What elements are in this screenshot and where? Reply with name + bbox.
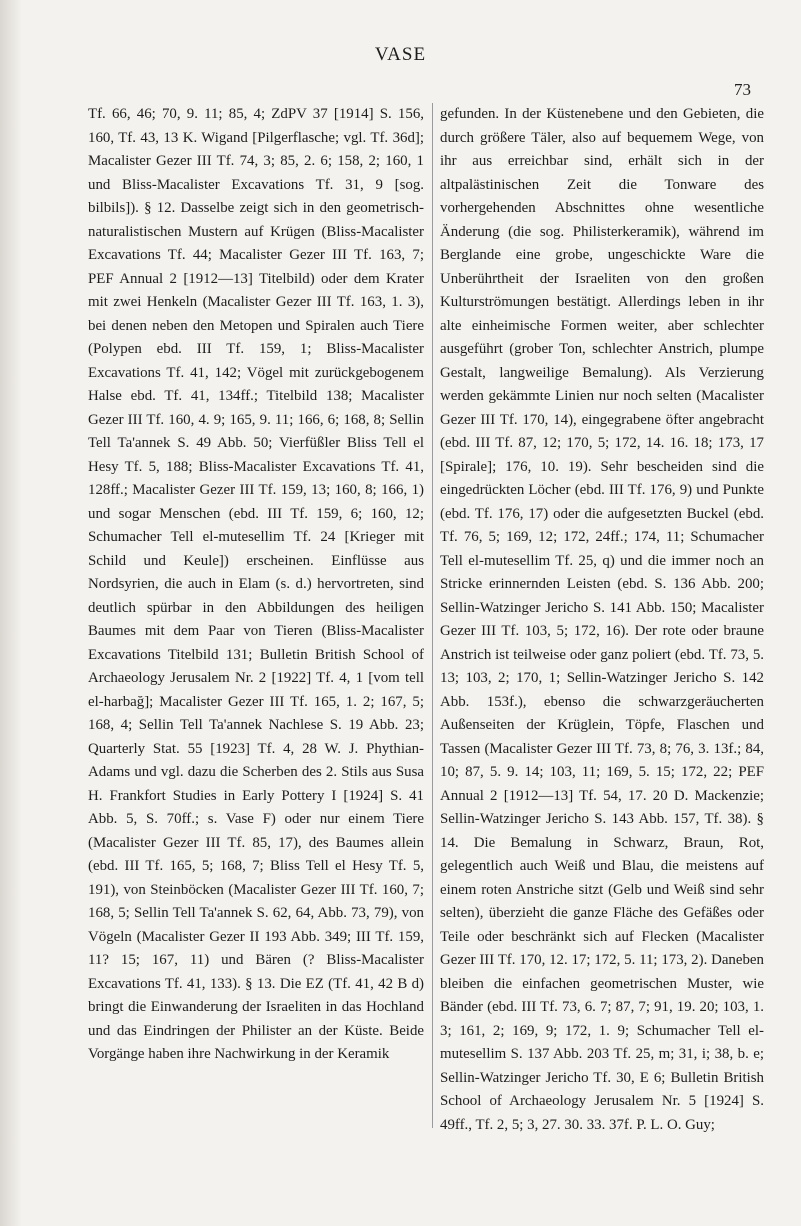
running-head: VASE — [374, 44, 427, 65]
column-divider — [432, 103, 433, 1128]
right-column — [440, 103, 764, 1137]
page-gutter-shadow — [0, 0, 22, 1226]
left-column-text: Tf. 66, 46; 70, 9. 11; 85, 4; ZdPV 37 [1914] S. 156, 160, Tf. 43, 13 K. Wigand [Pilgerflasche; vgl. Tf. 36d]; Macalister Gezer III Tf. 74, 3; 85, 2. 6; 158, 2; 160, 1 und Bliss-Macalister Excavations Tf. 31, 9 [sog. bilbils]). § 12. Dasselbe zeigt sich in den geometrisch-naturalistischen Mustern auf Krügen (Bliss-Macalister Excavations Tf. 44; Macalister Gezer III Tf. 163, 7; PEF Annual 2 [1912—13] Titelbild) oder dem Krater mit zwei Henkeln (Macalister Gezer III Tf. 163, 1. 3), bei denen neben den Metopen und Spiralen auch Tiere (Polypen ebd. III Tf. 159, 1; Bliss-Macalister Excavations Tf. 41, 142; Vögel mit zurückgebogenem Halse ebd. Tf. 41, 134ff.; Titelbild 138; Macalister Gezer III Tf. 160, 4. 9; 165, 9. 11; 166, 6; 168, 8; Sellin Tell Ta'annek S. 49 Abb. 50; Vierfüßler Bliss Tell el Hesy Tf. 5, 188; Bliss-Macalister Excavations Tf. 41, 128ff.; Macalister Gezer III Tf. 159, 13; 160, 8; 166, 1) und sogar Menschen (ebd. III Tf. 159, 6; 160, 12; Schumacher Tell el-mutesellim Tf. 24 [Krieger mit Schild und Keule]) erscheinen. Einflüsse aus Nordsyrien, die auch in Elam (s. d.) hervortreten, sind deutlich spürbar in den Abbildungen des heiligen Baumes mit dem Paar von Tieren (Bliss-Macalister Excavations Titelbild 131; Bulletin British School of Archaeology Jerusalem Nr. 2 [1922] Tf. 4, 1 [vom tell el-harbağ]; Macalister Gezer III Tf. 165, 1. 2; 167, 5; 168, 4; Sellin Tell Ta'annek Nachlese S. 19 Abb. 23; Quarterly Stat. 55 [1923] Tf. 4, 28 W. J. Phythian-Adams und vgl. dazu die Scherben des 2. Stils aus Susa H. Frankfort Studies in Early Pottery I [1924] S. 41 Abb. 5, S. 70ff.; s. Vase F) oder nur einem Tiere (Macalister Gezer III Tf. 85, 17), des Baumes allein (ebd. III Tf. 165, 5; 168, 7; Bliss Tell el Hesy Tf. 5, 191), von Steinböcken (Macalister Gezer III Tf. 160, 7; 168, 5; Sellin Tell Ta'annek S. 62, 64, Abb. 73, 79), von Vögeln (Macalister Gezer II 193 Abb. 349; III Tf. 159, 11? 15; 167, 11) und Bären (? Bliss-Macalister Excavations Tf. 41, 133). § 13. Die EZ (Tf. 41, 42 B d) bringt die Einwanderung der Israeliten in das Hochland und das Eindringen der Philister an der Küste. Beide Vorgänge haben ihre Nachwirkung in der Keramik — [88, 106, 424, 1062]
left-column — [88, 103, 424, 1067]
page-number: 73 — [734, 80, 751, 99]
right-column-text: gefunden. In der Küstenebene und den Gebieten, die durch größere Täler, also auf bequemem Wege, von ihr aus erreichbar sind, erhält sich in der altpalästinischen Zeit die Tonware des vorhergehenden Abschnittes ohne wesentliche Änderung (die sog. Philisterkeramik), während im Berglande eine grobe, ungeschickte Ware die Unberührtheit der Israeliten von den großen Kulturströmungen bestätigt. Allerdings leben in ihr alte einheimische Formen weiter, aber schlechter ausgeführt (grober Ton, schlechter Anstrich, plumpe Gestalt, langweilige Bemalung). Als Verzierung werden gekämmte Linien nur noch selten (Macalister Gezer III Tf. 170, 14), eingegrabene öfter angebracht (ebd. III Tf. 87, 12; 170, 5; 172, 14. 16. 18; 173, 17 [Spirale]; 176, 10. 19). Sehr bescheiden sind die eingedrückten Löcher (ebd. III Tf. 176, 9) und Punkte (ebd. Tf. 176, 17) oder die aufgesetzten Buckel (ebd. Tf. 76, 5; 169, 12; 172, 24ff.; 174, 11; Schumacher Tell el-mutesellim Tf. 25, q) und die immer noch an Stricke erinnernden Leisten (ebd. S. 136 Abb. 200; Sellin-Watzinger Jericho S. 141 Abb. 150; Macalister Gezer III Tf. 103, 5; 172, 16). Der rote oder braune Anstrich ist teilweise oder ganz poliert (ebd. Tf. 73, 5. 13; 103, 2; 170, 1; Sellin-Watzinger Jericho S. 142 Abb. 153f.), ebenso die schwarzgeräucherten Außenseiten der Krüglein, Töpfe, Flaschen und Tassen (Macalister Gezer III Tf. 73, 8; 76, 3. 13f.; 84, 10; 87, 5. 9. 14; 103, 11; 169, 5. 15; 172, 22; PEF Annual 2 [1912—13] Tf. 54, 17. 20 D. Mackenzie; Sellin-Watzinger Jericho S. 143 Abb. 157, Tf. 38). § 14. Die Bemalung in Schwarz, Braun, Rot, gelegentlich auch Weiß und Blau, die meistens auf einem roten Anstriche sitzt (Gelb und Weiß sind sehr selten), überzieht die ganze Fläche des Gefäßes oder Teile oder beschränkt sich auf Flecken (Macalister Gezer III Tf. 170, 12. 17; 172, 5. 11; 173, 2). Daneben bleiben die einfachen geometrischen Muster, wie Bänder (ebd. III Tf. 73, 6. 7; 87, 7; 91, 19. 20; 103, 1. 3; 161, 2; 169, 9; 172, 1. 9; Schumacher Tell el-mutesellim S. 137 Abb. 203 Tf. 25, m; 31, i; 38, b. e; Sellin-Watzinger Jericho Tf. 30, E 6; Bulletin British School of Archaeology Jerusalem Nr. 5 [1924] S. 49ff., Tf. 2, 5; 3, 27. 30. 33. 37f. P. L. O. Guy; — [440, 106, 764, 1133]
